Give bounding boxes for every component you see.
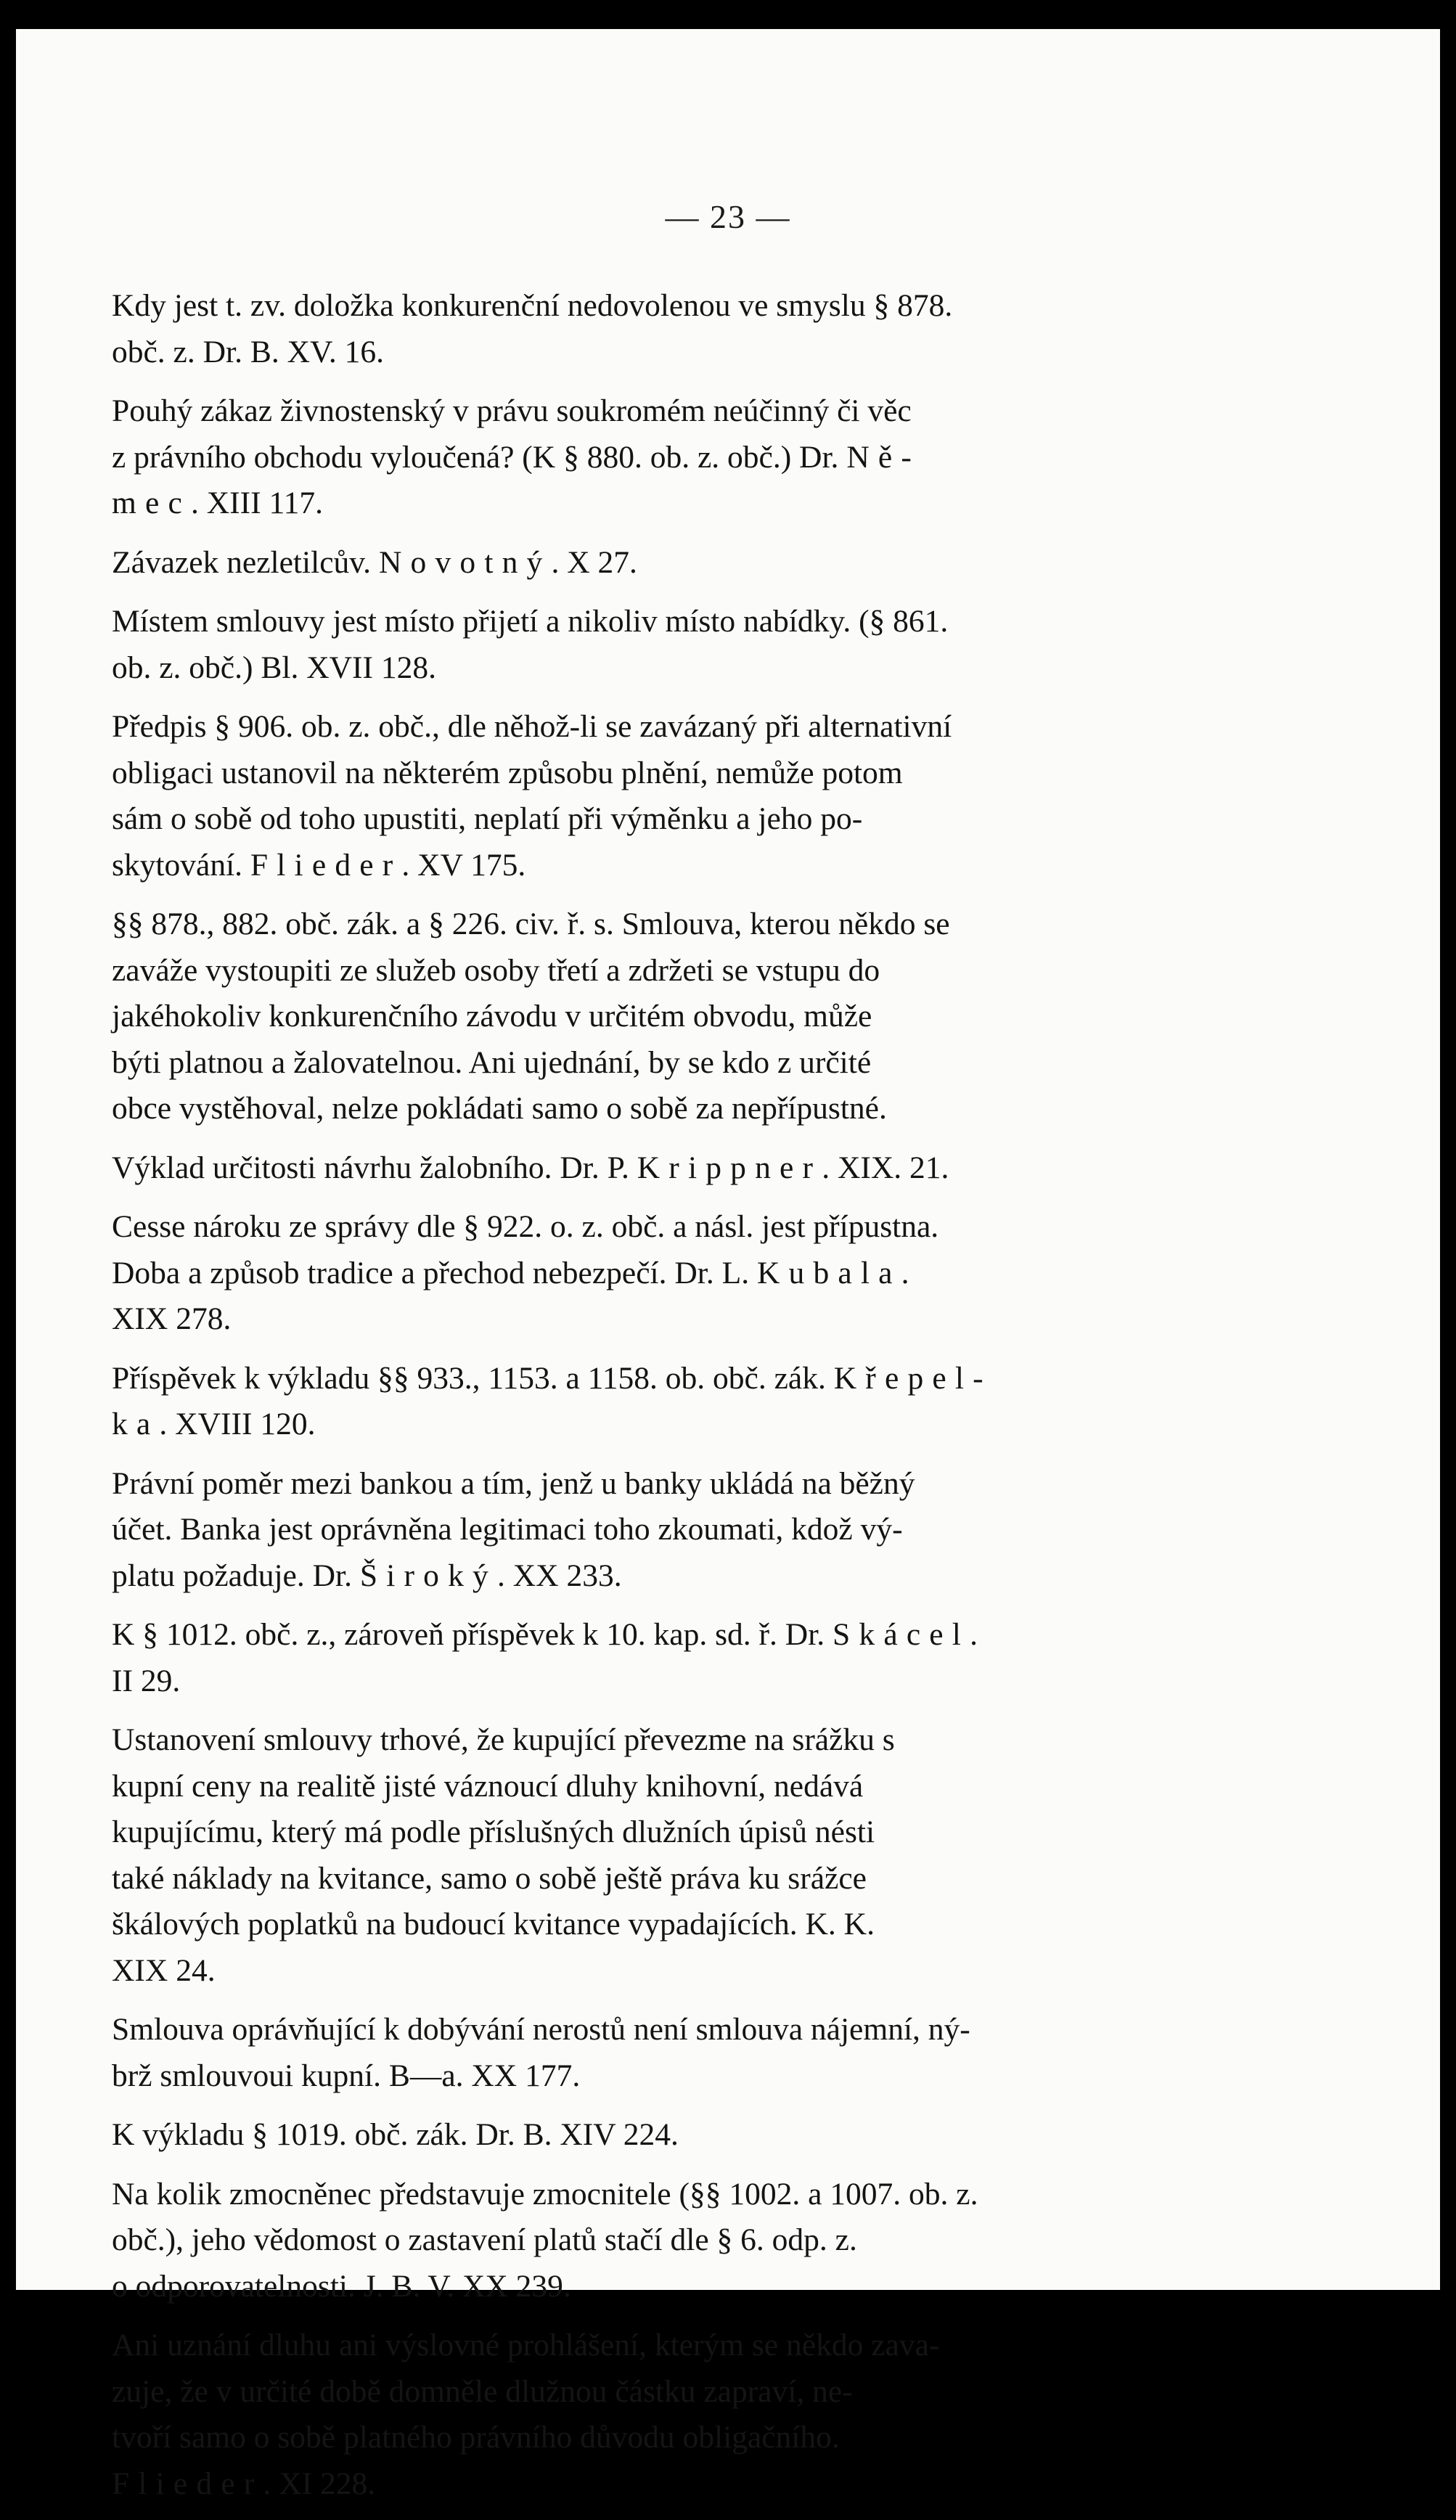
entry-line xyxy=(112,1658,1230,1705)
author-name: mec xyxy=(112,486,191,520)
text-segment: také náklady na kvitance, samo o sobě ještě práva ku srážce xyxy=(112,1860,867,1896)
text-segment: II 29. xyxy=(112,1663,181,1698)
index-entry xyxy=(112,2007,1230,2099)
text-segment: XIX 278. xyxy=(112,1301,232,1336)
entry-line xyxy=(112,1856,1230,1902)
entry-line xyxy=(112,1507,1230,1553)
text-segment: K výkladu § 1019. obč. zák. Dr. B. XIV 224. xyxy=(112,2117,679,2152)
author-name: Kubala xyxy=(756,1255,901,1290)
index-entry xyxy=(112,599,1230,691)
index-entry xyxy=(112,2323,1230,2507)
author-name: Ně- xyxy=(846,439,921,475)
entry-line xyxy=(112,1251,1230,1297)
text-segment: Předpis § 906. ob. z. obč., dle něhož-li se zavázaný při alternativní xyxy=(112,709,952,744)
text-segment: . XX 233. xyxy=(496,1558,622,1593)
entry-line xyxy=(112,1764,1230,1810)
entry-line xyxy=(112,540,1230,586)
author-name: ka xyxy=(112,1407,160,1441)
entry-line xyxy=(112,2053,1230,2100)
entry-line xyxy=(112,2323,1230,2369)
text-segment: . XVIII 120. xyxy=(159,1407,316,1441)
entry-line xyxy=(112,2369,1230,2415)
entry-line xyxy=(112,2007,1230,2053)
entry-line xyxy=(112,2461,1230,2508)
book-page xyxy=(16,29,1440,2501)
text-segment: jakéhokoliv konkurenčního závodu v určitém obvodu, může xyxy=(112,999,872,1034)
entry-line xyxy=(112,1204,1230,1251)
text-segment: §§ 878., 882. obč. zák. a § 226. civ. ř. s. Smlouva, kterou někdo se xyxy=(112,907,950,941)
text-segment: sám o sobě od toho upustiti, neplatí při výměnku a jeho po- xyxy=(112,801,863,836)
entry-line xyxy=(112,645,1230,692)
text-segment: . X 27. xyxy=(551,544,637,580)
text-segment: zuje, že v určité době domněle dlužnou částku zapraví, ne- xyxy=(112,2373,853,2409)
text-segment: Na kolik zmocněnec představuje zmocnitele (§§ 1002. a 1007. ob. z. xyxy=(112,2176,978,2212)
text-segment: skytování. xyxy=(112,847,250,883)
author-name: Novotný xyxy=(378,544,552,580)
text-segment: Kdy jest t. zv. doložka konkurenční nedovolenou ve smyslu § 878. xyxy=(112,288,953,323)
index-entry xyxy=(112,1145,1230,1192)
text-segment: kupujícímu, který má podle příslušných dlužních úpisů nésti xyxy=(112,1815,875,1849)
entry-line xyxy=(112,2217,1230,2264)
entry-line xyxy=(112,1402,1230,1448)
entry-line xyxy=(112,1356,1230,1402)
text-segment: obligaci ustanovil na některém způsobu plnění, nemůže potom xyxy=(112,755,903,790)
text-segment: ob. z. obč.) Bl. XVII 128. xyxy=(112,650,437,685)
entry-line xyxy=(112,1948,1230,1995)
entry-line xyxy=(112,2172,1230,2218)
entry-line xyxy=(112,948,1230,994)
index-entry xyxy=(112,1717,1230,1994)
index-entry xyxy=(112,901,1230,1132)
entry-line xyxy=(112,843,1230,889)
text-segment: . XIII 117. xyxy=(191,486,324,520)
text-segment: Ustanovení smlouvy trhové, že kupující převezme na srážku s xyxy=(112,1722,895,1757)
author-name: Flieder xyxy=(250,847,402,883)
author-name: Flieder xyxy=(112,2466,263,2501)
index-entry xyxy=(112,1461,1230,1600)
text-segment: brž smlouvoui kupní. B—a. XX 177. xyxy=(112,2058,581,2093)
text-segment: . XV 175. xyxy=(401,847,526,883)
entry-line xyxy=(112,1145,1230,1192)
index-entry xyxy=(112,2172,1230,2310)
text-segment: z právního obchodu vyloučená? (K § 880. ob. z. obč.) Dr. xyxy=(112,439,847,475)
entry-line xyxy=(112,1086,1230,1132)
entry-line xyxy=(112,599,1230,645)
text-segment: obč. z. Dr. B. XV. 16. xyxy=(112,334,384,369)
text-segment: platu požaduje. Dr. xyxy=(112,1558,360,1593)
text-segment: Závazek nezletilcův. xyxy=(112,544,379,580)
text-segment: Právní poměr mezi bankou a tím, jenž u banky ukládá na běžný xyxy=(112,1465,915,1501)
text-segment: Cesse nároku ze správy dle § 922. o. z. obč. a násl. jest přípustna. xyxy=(112,1209,939,1244)
text-segment: Doba a způsob tradice a přechod nebezpečí. Dr. L. xyxy=(112,1255,757,1290)
text-segment: . xyxy=(901,1255,909,1290)
index-entry xyxy=(112,1356,1230,1448)
text-segment: . XIX. 21. xyxy=(822,1150,949,1185)
entry-line xyxy=(112,750,1230,797)
index-entry xyxy=(112,540,1230,586)
text-segment: . XI 228. xyxy=(263,2466,376,2501)
text-segment: Pouhý zákaz živnostenský v právu soukromém neúčinný či věc xyxy=(112,393,912,428)
entry-line xyxy=(112,901,1230,948)
text-segment: Smlouva oprávňující k dobývání nerostů není smlouva nájemní, ný- xyxy=(112,2012,970,2047)
entry-line xyxy=(112,1553,1230,1600)
entry-line xyxy=(112,1717,1230,1764)
entry-line xyxy=(112,1902,1230,1948)
entry-line xyxy=(112,283,1230,330)
text-segment: o odporovatelnosti. J. B. V. XX 239. xyxy=(112,2268,571,2304)
index-entry xyxy=(112,1612,1230,1704)
entry-line xyxy=(112,1296,1230,1343)
index-entry xyxy=(112,283,1230,375)
page-number: — 23 — xyxy=(665,198,791,235)
entry-line xyxy=(112,2415,1230,2461)
index-entry xyxy=(112,1204,1230,1343)
author-name: Široký xyxy=(359,1558,497,1593)
text-segment: účet. Banka jest oprávněna legitimaci toho zkoumati, kdož vý- xyxy=(112,1512,903,1547)
text-segment: K § 1012. obč. z., zároveň příspěvek k 10. kap. sd. ř. Dr. xyxy=(112,1617,833,1652)
text-segment: tvoří samo o sobě platného právního důvodu obligačního. xyxy=(112,2420,840,2455)
text-segment: Ani uznání dluhu ani výslovné prohlášení, kterým se někdo zava- xyxy=(112,2328,940,2362)
author-name: Skácel xyxy=(833,1617,970,1652)
text-segment: Výklad určitosti návrhu žalobního. Dr. P. xyxy=(112,1150,637,1185)
text-segment: zaváže vystoupiti ze služeb osoby třetí a zdržeti se vstupu do xyxy=(112,952,880,988)
index-entry xyxy=(112,704,1230,888)
text-segment: škálových poplatků na budoucí kvitance vypadajících. K. K. xyxy=(112,1907,875,1942)
entry-line xyxy=(112,1040,1230,1087)
text-segment: . xyxy=(970,1617,978,1652)
entry-line xyxy=(112,1461,1230,1508)
entry-line xyxy=(112,330,1230,376)
entry-line xyxy=(112,2112,1230,2159)
entry-line xyxy=(112,796,1230,843)
text-segment: kupní ceny na realitě jisté váznoucí dluhy knihovní, nedává xyxy=(112,1768,864,1804)
entry-line xyxy=(112,435,1230,481)
text-segment: býti platnou a žalovatelnou. Ani ujednání, by se kdo z určité xyxy=(112,1044,872,1080)
entry-line xyxy=(112,2264,1230,2310)
entry-line xyxy=(112,480,1230,527)
text-segment: obč.), jeho vědomost o zastavení platů stačí dle § 6. odp. z. xyxy=(112,2222,857,2257)
text-segment: Místem smlouvy jest místo přijetí a nikoliv místo nabídky. (§ 861. xyxy=(112,604,949,639)
text-segment: obce vystěhoval, nelze pokládati samo o sobě za nepřípustné. xyxy=(112,1091,887,1126)
author-name: Krippner xyxy=(637,1150,822,1185)
entry-line xyxy=(112,704,1230,750)
index-entry xyxy=(112,2112,1230,2159)
index-entries xyxy=(112,283,1230,2520)
entry-line xyxy=(112,388,1230,435)
entry-line xyxy=(112,994,1230,1040)
entry-line xyxy=(112,1809,1230,1856)
text-segment: XIX 24. xyxy=(112,1952,216,1988)
entry-line xyxy=(112,1612,1230,1658)
index-entry xyxy=(112,388,1230,527)
text-segment: Příspěvek k výkladu §§ 933., 1153. a 1158. ob. obč. zák. xyxy=(112,1360,834,1396)
author-name: Křepel- xyxy=(833,1360,992,1396)
